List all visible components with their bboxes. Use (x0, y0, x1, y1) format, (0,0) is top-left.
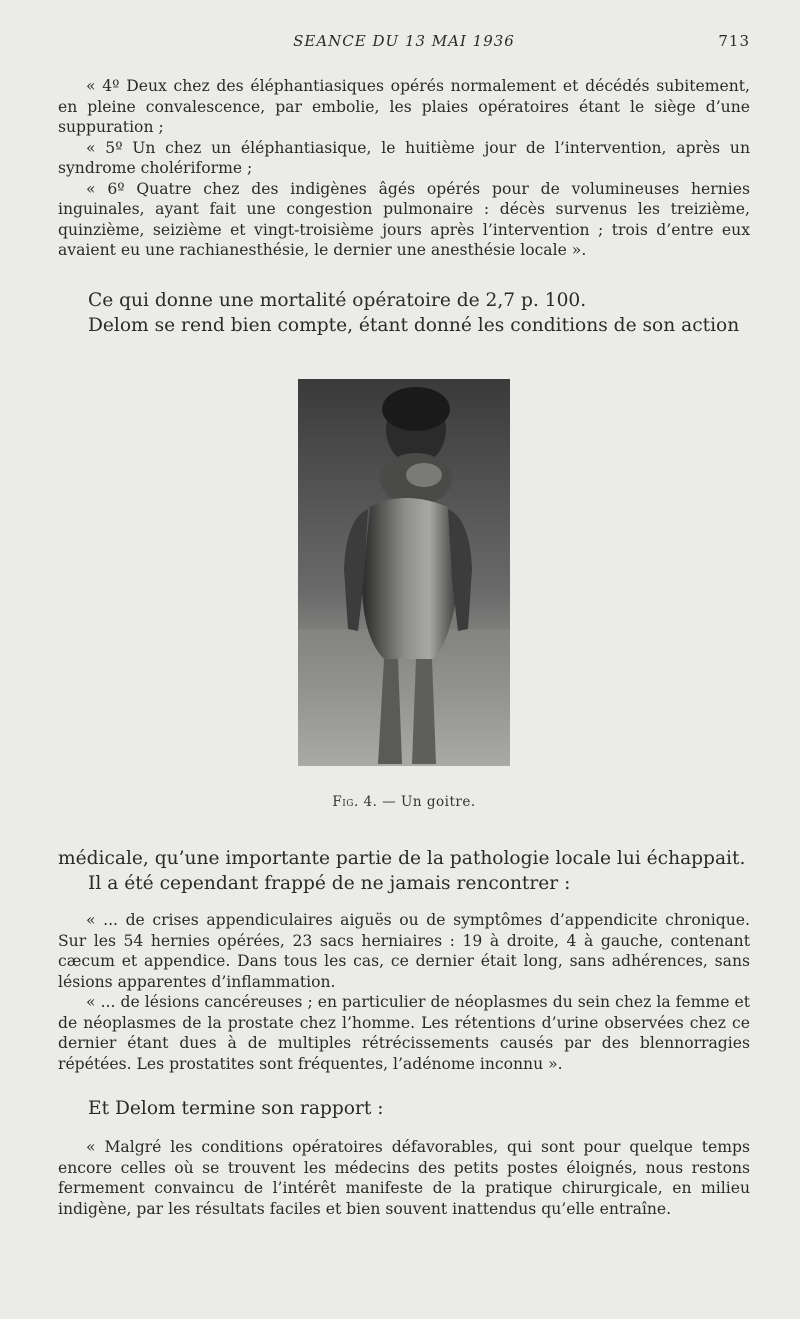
delom-sentence-start: Delom se rend bien compte, étant donné les conditions de son action (88, 315, 740, 336)
quote-item-5: « 5º Un chez un éléphantiasique, le huitième jour de l’intervention, après un syndrome cholériforme ; (58, 138, 750, 177)
figure-caption (58, 794, 750, 810)
caption-label: Fig. 4. (332, 794, 378, 810)
running-title: SEANCE DU 13 MAI 1936 (293, 32, 515, 50)
photo-image (298, 379, 510, 766)
figure-photo-goitre (298, 379, 510, 766)
quoted-list-mid (58, 910, 750, 1074)
quote-appendicular: « ... de crises appendiculaires aiguës ou de symptômes d’appendicite chronique. Sur les 54 hernies opérées, 23 sacs herniaires : 19 à droite, 4 à gauche, contenant cæcum et appendice. Dans tous les cas, ce dernier était long, sans adhérences, sans lésions apparentes d’inflammation. (58, 911, 750, 991)
quote-item-4: « 4º Deux chez des éléphantiasiques opérés normalement et décédés subitement, en pleine convalescence, par embolie, les plaies opératoires étant le siège d’une suppuration ; (58, 77, 750, 136)
body-text-mid (58, 846, 750, 896)
quoted-conclusion (58, 1137, 750, 1219)
conclusion-intro: Et Delom termine son rapport : (88, 1098, 384, 1119)
body-text-top (58, 288, 750, 338)
caption-text: Un goitre. (401, 794, 476, 810)
page-number: 713 (718, 32, 750, 50)
quote-cancerous: « ... de lésions cancéreuses ; en particulier de néoplasmes du sein chez la femme et de néoplasmes de la prostate chez l’homme. Les rétentions d’urine observées chez ce dernier étant dues à de multiples rétrécissements causés par des blennorragies répétées. Les prostatites sont fréquentes, l’adénome inconnu ». (58, 993, 750, 1073)
quoted-list-top (58, 76, 750, 261)
mortality-sentence: Ce qui donne une mortalité opératoire de 2,7 p. 100. (88, 290, 587, 311)
delom-sentence-end: médicale, qu’une importante partie de la pathologie locale lui échappait. (58, 848, 746, 869)
not-encountered-sentence: Il a été cependant frappé de ne jamais rencontrer : (88, 873, 571, 894)
quote-conclusion: « Malgré les conditions opératoires défavorables, qui sont pour quelque temps encore celles où se trouvent les médecins des petits postes éloignés, nous restons fermement convaincu de l’intérêt manifeste de la pratique chirurgicale, en milieu indigène, par les résultats faciles et bien souvent inattendus qu’elle entraîne. (58, 1138, 750, 1218)
body-text-bottom (58, 1096, 750, 1121)
caption-dash: — (377, 794, 402, 810)
quote-item-6: « 6º Quatre chez des indigènes âgés opérés pour de volumineuses hernies inguinales, ayant fait une congestion pulmonaire : décès survenus les treizième, quinzième, seizième et vingt-troisième jours après l’intervention ; trois d’entre eux avaient eu une rachianesthésie, le dernier une anesthésie locale ». (58, 179, 750, 259)
running-head (58, 32, 750, 54)
